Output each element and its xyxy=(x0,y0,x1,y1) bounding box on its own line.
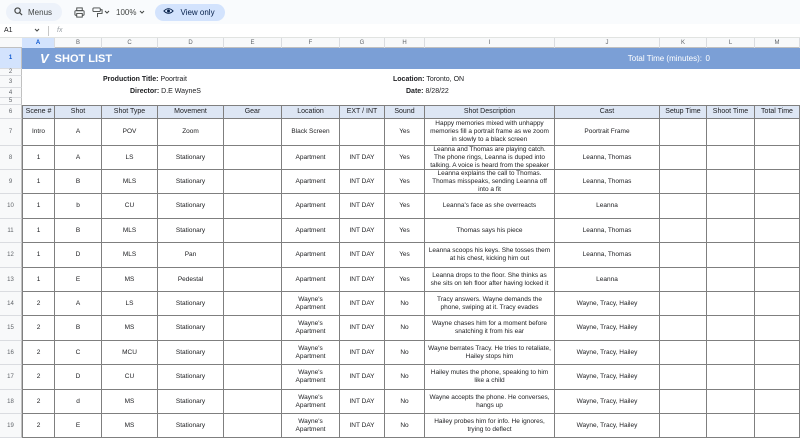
cell-gear[interactable] xyxy=(224,243,282,268)
cell-shot-type[interactable]: MS xyxy=(102,390,158,414)
cell-scene[interactable]: 2 xyxy=(22,316,55,341)
cell-sound[interactable]: No xyxy=(385,365,425,390)
cell-total-time[interactable] xyxy=(755,194,800,219)
table-row xyxy=(22,292,800,316)
header-sound: Sound xyxy=(385,105,425,119)
cell-shot-description[interactable]: Leanna's face as she overreacts xyxy=(425,194,555,219)
table-row xyxy=(22,170,800,194)
cell-ext-int[interactable]: INT DAY xyxy=(340,194,385,219)
header-shot-type: Shot Type xyxy=(102,105,158,119)
cell-ext-int[interactable]: INT DAY xyxy=(340,170,385,194)
column-header-e[interactable]: E xyxy=(224,38,282,48)
cell-total-time[interactable] xyxy=(755,365,800,390)
cell-shoot-time[interactable] xyxy=(707,292,755,316)
row-header-13[interactable]: 13 xyxy=(0,268,22,292)
view-only-button[interactable] xyxy=(155,4,224,21)
cell-location[interactable]: Apartment xyxy=(282,268,340,292)
chevron-down-icon[interactable] xyxy=(104,5,110,19)
cell-sound[interactable]: No xyxy=(385,341,425,365)
column-header-bar xyxy=(0,38,800,48)
column-header-c[interactable]: C xyxy=(102,38,158,48)
cell-scene[interactable]: 2 xyxy=(22,365,55,390)
cell-setup-time[interactable] xyxy=(660,219,707,243)
cell-movement[interactable]: Stationary xyxy=(158,365,224,390)
column-header-f[interactable]: F xyxy=(282,38,340,48)
cell-location[interactable]: Apartment xyxy=(282,170,340,194)
title-banner xyxy=(22,48,800,69)
cell-location[interactable]: Apartment xyxy=(282,243,340,268)
cell-cast[interactable]: Leanna xyxy=(555,268,660,292)
cell-shot[interactable]: D xyxy=(55,243,102,268)
cell-setup-time[interactable] xyxy=(660,414,707,438)
cell-shot-type[interactable]: LS xyxy=(102,146,158,170)
column-header-l[interactable]: L xyxy=(707,38,755,48)
cell-shot-description[interactable]: Hailey mutes the phone, speaking to him like a child xyxy=(425,365,555,390)
table-row xyxy=(22,390,800,414)
row-header-7[interactable]: 7 xyxy=(0,119,22,146)
row-header-17[interactable]: 17 xyxy=(0,365,22,390)
cell-shot-type[interactable]: POV xyxy=(102,119,158,146)
date-label: Date: xyxy=(406,88,424,95)
cell-cast[interactable]: Leanna, Thomas xyxy=(555,243,660,268)
cell-shot-description[interactable]: Wayne berrates Tracy. He tries to retaliate, Hailey stops him xyxy=(425,341,555,365)
paint-format-icon[interactable] xyxy=(90,5,104,19)
print-icon[interactable] xyxy=(72,5,86,19)
table-row xyxy=(22,268,800,292)
cell-scene[interactable]: 1 xyxy=(22,194,55,219)
cell-shot[interactable]: E xyxy=(55,414,102,438)
cell-shot-description[interactable]: Leanna scoops his keys. She tosses them at his chest, kicking him out xyxy=(425,243,555,268)
cell-shot-description[interactable]: Tracy answers. Wayne demands the phone, swiping at it. Tracy evades xyxy=(425,292,555,316)
cell-setup-time[interactable] xyxy=(660,365,707,390)
cell-shot-description[interactable]: Hailey probes him for info. He ignores, trying to deflect xyxy=(425,414,555,438)
row-header-10[interactable]: 10 xyxy=(0,194,22,219)
cell-shot[interactable]: C xyxy=(55,341,102,365)
cell-location[interactable]: Wayne's Apartment xyxy=(282,341,340,365)
toolbar xyxy=(0,0,800,24)
cell-shot[interactable]: B xyxy=(55,316,102,341)
cell-ext-int[interactable]: INT DAY xyxy=(340,365,385,390)
cell-total-time[interactable] xyxy=(755,119,800,146)
cell-movement[interactable]: Pan xyxy=(158,243,224,268)
cell-reference: A1 xyxy=(4,27,13,34)
cell-gear[interactable] xyxy=(224,119,282,146)
cell-movement[interactable]: Stationary xyxy=(158,146,224,170)
column-header-h[interactable]: H xyxy=(385,38,425,48)
table-row xyxy=(22,341,800,365)
cell-movement[interactable]: Zoom xyxy=(158,119,224,146)
name-box[interactable] xyxy=(0,27,44,35)
cell-location[interactable]: Black Screen xyxy=(282,119,340,146)
row-header-15[interactable]: 15 xyxy=(0,316,22,341)
cell-sound[interactable]: Yes xyxy=(385,219,425,243)
cell-total-time[interactable] xyxy=(755,390,800,414)
cell-scene[interactable]: 1 xyxy=(22,146,55,170)
header-total-time: Total Time xyxy=(755,105,800,119)
location xyxy=(393,76,464,83)
cell-cast[interactable]: Wayne, Tracy, Hailey xyxy=(555,341,660,365)
cell-shot[interactable]: d xyxy=(55,390,102,414)
cell-shot-description[interactable]: Happy memories mixed with unhappy memories fill a portrait frame as we zoom in slowly to a black screen xyxy=(425,119,555,146)
cell-setup-time[interactable] xyxy=(660,341,707,365)
view-only-label: View only xyxy=(180,7,215,17)
director xyxy=(130,88,201,95)
cell-shoot-time[interactable] xyxy=(707,119,755,146)
divider xyxy=(48,26,49,36)
menus-label: Menus xyxy=(28,7,53,17)
search-icon xyxy=(14,7,23,18)
production-title-label: Production Title: xyxy=(103,76,159,83)
cell-shot-description[interactable]: Wayne chases him for a moment before snatching it from his ear xyxy=(425,316,555,341)
cell-shoot-time[interactable] xyxy=(707,170,755,194)
row-header-11[interactable]: 11 xyxy=(0,219,22,243)
cell-gear[interactable] xyxy=(224,390,282,414)
cell-location[interactable]: Apartment xyxy=(282,146,340,170)
row-header-12[interactable]: 12 xyxy=(0,243,22,268)
cell-gear[interactable] xyxy=(224,341,282,365)
cell-movement[interactable]: Stationary xyxy=(158,414,224,438)
cell-cast[interactable]: Wayne, Tracy, Hailey xyxy=(555,390,660,414)
cell-shot-type[interactable]: MLS xyxy=(102,243,158,268)
cell-shot-description[interactable]: Thomas says his piece xyxy=(425,219,555,243)
cell-scene[interactable]: 1 xyxy=(22,170,55,194)
table-row xyxy=(22,243,800,268)
sheet-title: SHOT LIST xyxy=(54,52,113,65)
column-header-m[interactable]: M xyxy=(755,38,800,48)
zoom-value: 100% xyxy=(116,7,137,17)
header-shoot-time: Shoot Time xyxy=(707,105,755,119)
cell-gear[interactable] xyxy=(224,292,282,316)
cell-sound[interactable]: No xyxy=(385,390,425,414)
table-row xyxy=(22,219,800,243)
column-header-a[interactable]: A xyxy=(22,38,55,48)
production-title xyxy=(103,76,187,83)
cell-shot-description[interactable]: Leanna drops to the floor. She thinks as she sits on teh floor after having locked it xyxy=(425,268,555,292)
cell-cast[interactable]: Leanna, Thomas xyxy=(555,146,660,170)
cell-total-time[interactable] xyxy=(755,414,800,438)
cell-shot-description[interactable]: Wayne accepts the phone. He converses, hangs up xyxy=(425,390,555,414)
cell-shot[interactable]: D xyxy=(55,365,102,390)
row-header-19[interactable]: 19 xyxy=(0,414,22,438)
cell-ext-int[interactable]: INT DAY xyxy=(340,414,385,438)
date-value: 8/28/22 xyxy=(425,88,449,95)
cell-shot-description[interactable]: Leanna and Thomas are playing catch. The phone rings, Leanna is duped into talking. A voice is heard from the speaker xyxy=(425,146,555,170)
cell-shot-type[interactable]: MS xyxy=(102,316,158,341)
cell-total-time[interactable] xyxy=(755,292,800,316)
cell-scene[interactable]: 1 xyxy=(22,219,55,243)
cell-shot-type[interactable]: MS xyxy=(102,268,158,292)
cell-sound[interactable]: Yes xyxy=(385,194,425,219)
row-header-16[interactable]: 16 xyxy=(0,341,22,365)
header-shot-description: Shot Description xyxy=(425,105,555,119)
cell-gear[interactable] xyxy=(224,146,282,170)
row-header-2[interactable]: 2 xyxy=(0,69,22,76)
director-value: D.E WayneS xyxy=(161,88,201,95)
cell-shoot-time[interactable] xyxy=(707,390,755,414)
column-header-b[interactable]: B xyxy=(55,38,102,48)
cell-ext-int[interactable]: INT DAY xyxy=(340,243,385,268)
cell-shot-description[interactable]: Leanna explains the call to Thomas. Thomas misspeaks, sending Leanna off into a fit xyxy=(425,170,555,194)
row-header-5[interactable]: 5 xyxy=(0,98,22,105)
cell-gear[interactable] xyxy=(224,219,282,243)
cell-total-time[interactable] xyxy=(755,146,800,170)
row-header-18[interactable]: 18 xyxy=(0,390,22,414)
total-time-value: 0 xyxy=(705,54,710,63)
cell-setup-time[interactable] xyxy=(660,146,707,170)
cell-setup-time[interactable] xyxy=(660,170,707,194)
production-title-value: Poortrait xyxy=(160,76,187,83)
cell-location[interactable]: Wayne's Apartment xyxy=(282,414,340,438)
chevron-down-icon xyxy=(139,8,145,17)
cell-gear[interactable] xyxy=(224,414,282,438)
cell-shot[interactable]: b xyxy=(55,194,102,219)
header-gear: Gear xyxy=(224,105,282,119)
cell-shot-type[interactable]: CU xyxy=(102,365,158,390)
cell-movement[interactable]: Stationary xyxy=(158,341,224,365)
cell-shot[interactable]: B xyxy=(55,219,102,243)
cell-shoot-time[interactable] xyxy=(707,414,755,438)
cell-ext-int[interactable] xyxy=(340,119,385,146)
cell-shoot-time[interactable] xyxy=(707,316,755,341)
cell-shoot-time[interactable] xyxy=(707,365,755,390)
fx-icon: fx xyxy=(57,27,63,34)
cell-total-time[interactable] xyxy=(755,243,800,268)
table-row xyxy=(22,146,800,170)
cell-shot-type[interactable]: MCU xyxy=(102,341,158,365)
cell-shoot-time[interactable] xyxy=(707,194,755,219)
cell-ext-int[interactable]: INT DAY xyxy=(340,316,385,341)
cell-sound[interactable]: Yes xyxy=(385,268,425,292)
row-header-4[interactable]: 4 xyxy=(0,88,22,98)
cell-shoot-time[interactable] xyxy=(707,268,755,292)
table-row xyxy=(22,365,800,390)
cell-shot-type[interactable]: MS xyxy=(102,414,158,438)
cell-total-time[interactable] xyxy=(755,170,800,194)
column-header-d[interactable]: D xyxy=(158,38,224,48)
cell-location[interactable]: Wayne's Apartment xyxy=(282,390,340,414)
cell-movement[interactable]: Stationary xyxy=(158,390,224,414)
date xyxy=(406,88,449,95)
table-row xyxy=(22,414,800,438)
formula-bar xyxy=(0,24,800,38)
zoom-select[interactable] xyxy=(116,8,145,17)
cell-location[interactable]: Wayne's Apartment xyxy=(282,292,340,316)
cell-setup-time[interactable] xyxy=(660,390,707,414)
cell-setup-time[interactable] xyxy=(660,268,707,292)
cell-ext-int[interactable]: INT DAY xyxy=(340,292,385,316)
eye-icon xyxy=(163,7,174,17)
cell-location[interactable]: Apartment xyxy=(282,194,340,219)
cell-scene[interactable]: 2 xyxy=(22,390,55,414)
cell-shot[interactable]: A xyxy=(55,119,102,146)
cell-sound[interactable]: No xyxy=(385,292,425,316)
cell-ext-int[interactable]: INT DAY xyxy=(340,341,385,365)
cell-scene[interactable]: 2 xyxy=(22,414,55,438)
header-ext-int: EXT / INT xyxy=(340,105,385,119)
header-movement: Movement xyxy=(158,105,224,119)
header-setup-time: Setup Time xyxy=(660,105,707,119)
cell-shoot-time[interactable] xyxy=(707,243,755,268)
column-header-k[interactable]: K xyxy=(660,38,707,48)
cell-gear[interactable] xyxy=(224,268,282,292)
cell-gear[interactable] xyxy=(224,365,282,390)
brand-logo: V xyxy=(40,51,49,66)
location-value: Toronto, ON xyxy=(426,76,465,83)
row-header-9[interactable]: 9 xyxy=(0,170,22,194)
cell-shoot-time[interactable] xyxy=(707,146,755,170)
cell-movement[interactable]: Pedestal xyxy=(158,268,224,292)
column-header-i[interactable]: I xyxy=(425,38,555,48)
cell-shot[interactable]: A xyxy=(55,146,102,170)
menus-button[interactable] xyxy=(6,3,62,21)
cell-setup-time[interactable] xyxy=(660,119,707,146)
cell-setup-time[interactable] xyxy=(660,316,707,341)
cell-gear[interactable] xyxy=(224,194,282,219)
cell-cast[interactable]: Wayne, Tracy, Hailey xyxy=(555,292,660,316)
cell-sound[interactable]: No xyxy=(385,414,425,438)
cell-scene[interactable]: 2 xyxy=(22,341,55,365)
cell-shot-type[interactable]: MLS xyxy=(102,170,158,194)
cell-scene[interactable]: 1 xyxy=(22,243,55,268)
header-cast: Cast xyxy=(555,105,660,119)
cell-gear[interactable] xyxy=(224,170,282,194)
cell-shot-type[interactable]: LS xyxy=(102,292,158,316)
table-row xyxy=(22,316,800,341)
cell-sound[interactable]: Yes xyxy=(385,146,425,170)
cell-total-time[interactable] xyxy=(755,316,800,341)
chevron-down-icon xyxy=(34,27,40,35)
cell-scene[interactable]: 1 xyxy=(22,268,55,292)
row-header-3[interactable]: 3 xyxy=(0,76,22,88)
director-label: Director: xyxy=(130,88,160,95)
cell-cast[interactable]: Leanna xyxy=(555,194,660,219)
column-header-j[interactable]: J xyxy=(555,38,660,48)
row-header-8[interactable]: 8 xyxy=(0,146,22,170)
cell-cast[interactable]: Wayne, Tracy, Hailey xyxy=(555,414,660,438)
location-label: Location: xyxy=(393,76,425,83)
cell-cast[interactable]: Poortrait Frame xyxy=(555,119,660,146)
cell-movement[interactable]: Stationary xyxy=(158,316,224,341)
cell-total-time[interactable] xyxy=(755,268,800,292)
cell-scene[interactable]: Intro xyxy=(22,119,55,146)
cell-shot[interactable]: A xyxy=(55,292,102,316)
cell-ext-int[interactable]: INT DAY xyxy=(340,146,385,170)
cell-movement[interactable]: Stationary xyxy=(158,219,224,243)
row-header-6[interactable]: 6 xyxy=(0,105,22,119)
cell-movement[interactable]: Stationary xyxy=(158,292,224,316)
header-location: Location xyxy=(282,105,340,119)
cell-shot[interactable]: B xyxy=(55,170,102,194)
cell-cast[interactable]: Wayne, Tracy, Hailey xyxy=(555,316,660,341)
cell-shoot-time[interactable] xyxy=(707,219,755,243)
cell-location[interactable]: Apartment xyxy=(282,219,340,243)
cell-shoot-time[interactable] xyxy=(707,341,755,365)
cell-location[interactable]: Wayne's Apartment xyxy=(282,316,340,341)
cell-total-time[interactable] xyxy=(755,219,800,243)
cell-ext-int[interactable]: INT DAY xyxy=(340,268,385,292)
cell-gear[interactable] xyxy=(224,316,282,341)
cell-cast[interactable]: Wayne, Tracy, Hailey xyxy=(555,365,660,390)
cell-cast[interactable]: Leanna, Thomas xyxy=(555,170,660,194)
cell-sound[interactable]: Yes xyxy=(385,170,425,194)
cell-cast[interactable]: Leanna, Thomas xyxy=(555,219,660,243)
cell-scene[interactable]: 2 xyxy=(22,292,55,316)
table-row xyxy=(22,194,800,219)
cell-ext-int[interactable]: INT DAY xyxy=(340,390,385,414)
cell-setup-time[interactable] xyxy=(660,292,707,316)
row-header-1[interactable]: 1 xyxy=(0,48,22,69)
cell-ext-int[interactable]: INT DAY xyxy=(340,219,385,243)
table-row xyxy=(22,119,800,146)
cell-location[interactable]: Wayne's Apartment xyxy=(282,365,340,390)
cell-shot[interactable]: E xyxy=(55,268,102,292)
column-header-g[interactable]: G xyxy=(340,38,385,48)
cell-sound[interactable]: Yes xyxy=(385,243,425,268)
header-shot: Shot xyxy=(55,105,102,119)
cell-movement[interactable]: Stationary xyxy=(158,194,224,219)
cell-sound[interactable]: Yes xyxy=(385,119,425,146)
shot-list-header-row xyxy=(22,105,800,119)
cell-total-time[interactable] xyxy=(755,341,800,365)
row-header-14[interactable]: 14 xyxy=(0,292,22,316)
total-time-label: Total Time (minutes): xyxy=(627,54,702,63)
cell-setup-time[interactable] xyxy=(660,194,707,219)
cell-sound[interactable]: No xyxy=(385,316,425,341)
header-scene: Scene # xyxy=(22,105,55,119)
cell-movement[interactable]: Stationary xyxy=(158,170,224,194)
cell-shot-type[interactable]: MLS xyxy=(102,219,158,243)
cell-shot-type[interactable]: CU xyxy=(102,194,158,219)
cell-setup-time[interactable] xyxy=(660,243,707,268)
